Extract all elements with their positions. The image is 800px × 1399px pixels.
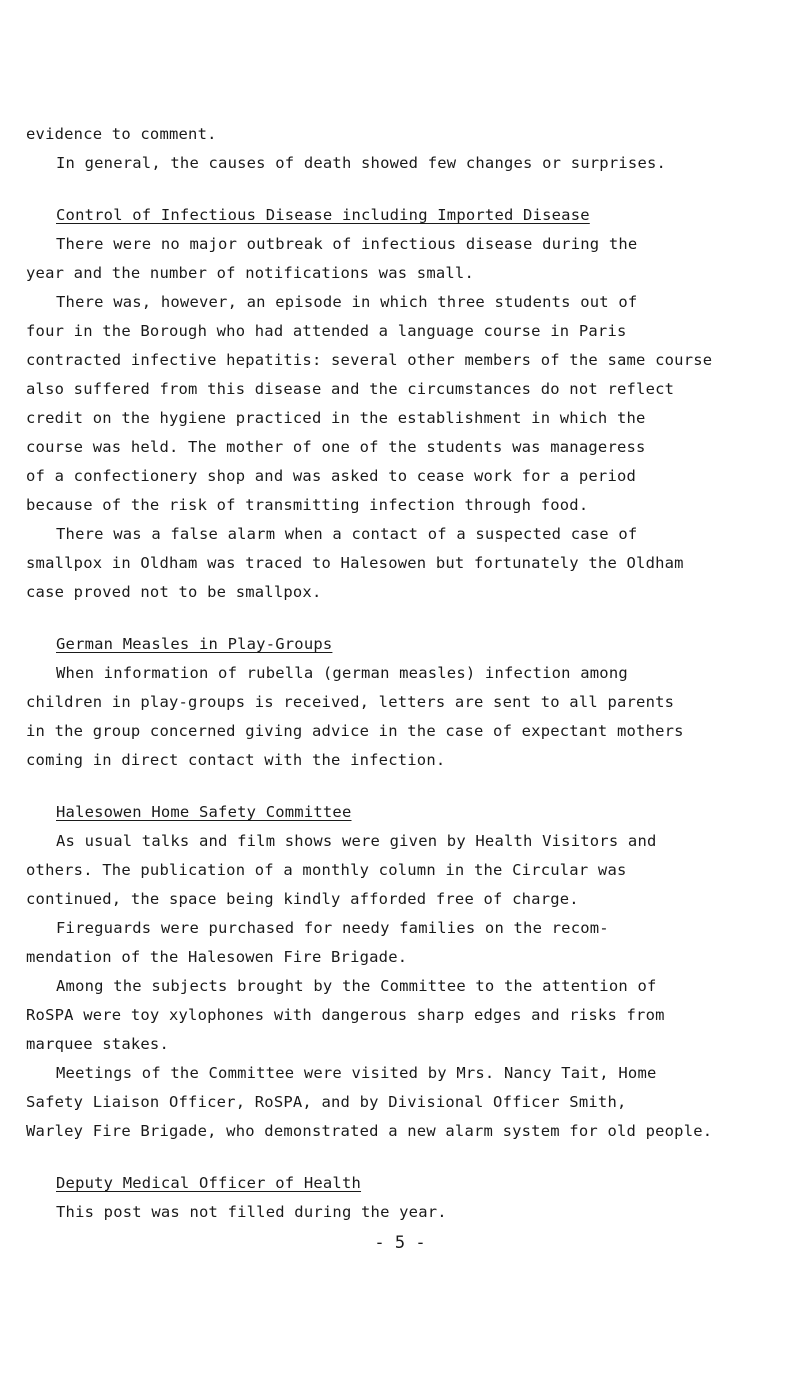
paragraph-line: Meetings of the Committee were visited by Mrs. Nancy Tait, Home [56, 1064, 657, 1082]
paragraph-line: smallpox in Oldham was traced to Halesowen but fortunately the Oldham [26, 554, 684, 572]
paragraph-line: continued, the space being kindly afforded free of charge. [26, 890, 579, 908]
paragraph-line: because of the risk of transmitting infection through food. [26, 496, 589, 514]
paragraph-line: There was, however, an episode in which three students out of [56, 293, 638, 311]
paragraph-line: course was held. The mother of one of the students was manageress [26, 438, 646, 456]
section-heading-deputy-medical-officer: Deputy Medical Officer of Health [56, 1174, 362, 1192]
paragraph-line: mendation of the Halesowen Fire Brigade. [26, 948, 408, 966]
intro-line-1: evidence to comment. [26, 125, 217, 143]
intro-line-2: In general, the causes of death showed few changes or surprises. [56, 154, 667, 172]
paragraph-line: As usual talks and film shows were given by Health Visitors and [56, 832, 657, 850]
paragraph-line: There was a false alarm when a contact of a suspected case of [56, 525, 638, 543]
paragraph-line: There were no major outbreak of infectious disease during the [56, 235, 638, 253]
paragraph-line: also suffered from this disease and the circumstances do not reflect [26, 380, 675, 398]
paragraph-line: When information of rubella (german measles) infection among [56, 664, 628, 682]
paragraph-line: contracted infective hepatitis: several other members of the same course [26, 351, 713, 369]
page-number: - 5 - [374, 1233, 426, 1253]
section-heading-infectious-disease: Control of Infectious Disease including Imported Disease [56, 206, 590, 224]
paragraph-line: four in the Borough who had attended a language course in Paris [26, 322, 627, 340]
paragraph-line: in the group concerned giving advice in the case of expectant mothers [26, 722, 684, 740]
paragraph-line: children in play-groups is received, letters are sent to all parents [26, 693, 675, 711]
section-heading-german-measles: German Measles in Play-Groups [56, 635, 333, 653]
paragraph-line: Warley Fire Brigade, who demonstrated a new alarm system for old people. [26, 1122, 713, 1140]
paragraph-line: marquee stakes. [26, 1035, 169, 1053]
paragraph-line: case proved not to be smallpox. [26, 583, 322, 601]
paragraph-line: coming in direct contact with the infection. [26, 751, 446, 769]
paragraph-line: RoSPA were toy xylophones with dangerous sharp edges and risks from [26, 1006, 665, 1024]
paragraph-line: year and the number of notifications was small. [26, 264, 474, 282]
paragraph-line: Safety Liaison Officer, RoSPA, and by Divisional Officer Smith, [26, 1093, 627, 1111]
paragraph-line: This post was not filled during the year. [56, 1203, 447, 1221]
paragraph-line: Among the subjects brought by the Committee to the attention of [56, 977, 657, 995]
paragraph-line: Fireguards were purchased for needy families on the recom- [56, 919, 609, 937]
section-heading-home-safety: Halesowen Home Safety Committee [56, 803, 352, 821]
paragraph-line: others. The publication of a monthly column in the Circular was [26, 861, 627, 879]
paragraph-line: credit on the hygiene practiced in the establishment in which the [26, 409, 646, 427]
paragraph-line: of a confectionery shop and was asked to cease work for a period [26, 467, 637, 485]
